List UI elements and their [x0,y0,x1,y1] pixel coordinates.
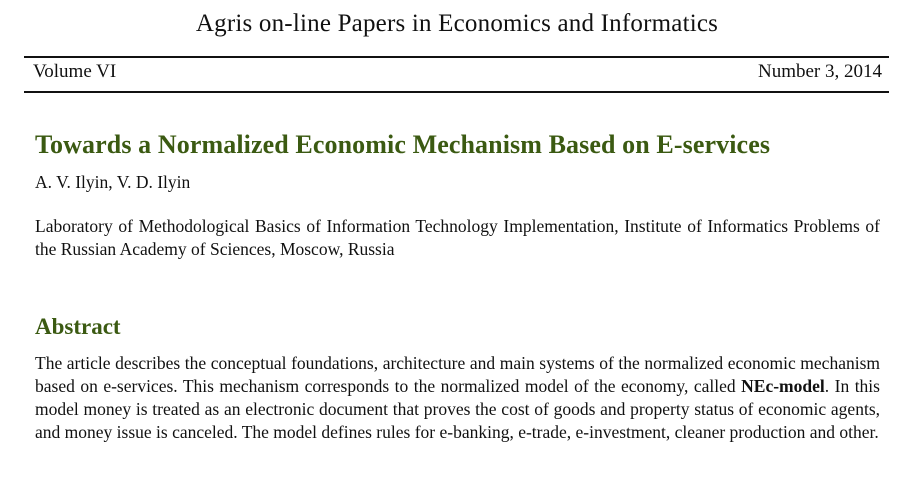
header-bottom-rule [24,91,889,93]
volume-label: Volume VI [33,61,117,82]
header-top-rule [24,56,889,58]
article-title: Towards a Normalized Economic Mechanism Based on E-services [35,130,771,159]
issue-number-label: Number 3, 2014 [757,61,882,82]
author-affiliation: Laboratory of Methodological Basics of Information Technology Implementation, Institute of Informatics Problems of the Russian Academy of Sciences, Moscow, Russia [35,216,880,259]
abstract-model-name: NEc-model [741,376,825,396]
journal-title: Agris on-line Papers in Economics and Informatics [195,10,719,37]
abstract-text-part2: . In this model money is treated as an electronic document that proves the cost of goods and property status of economic agents, and money issue is canceled. The model defines rules for e-banking, e-trade, e-investment, cleaner production and other. [35,376,880,442]
abstract-text-part1: The article describes the conceptual foundations, architecture and main systems of the normalized economic mechanism based on e-services. This mechanism corresponds to the normalized model of the economy, called [35,353,880,396]
abstract-heading: Abstract [35,314,121,339]
abstract-text [35,352,880,444]
article-authors: A. V. Ilyin, V. D. Ilyin [35,172,191,192]
